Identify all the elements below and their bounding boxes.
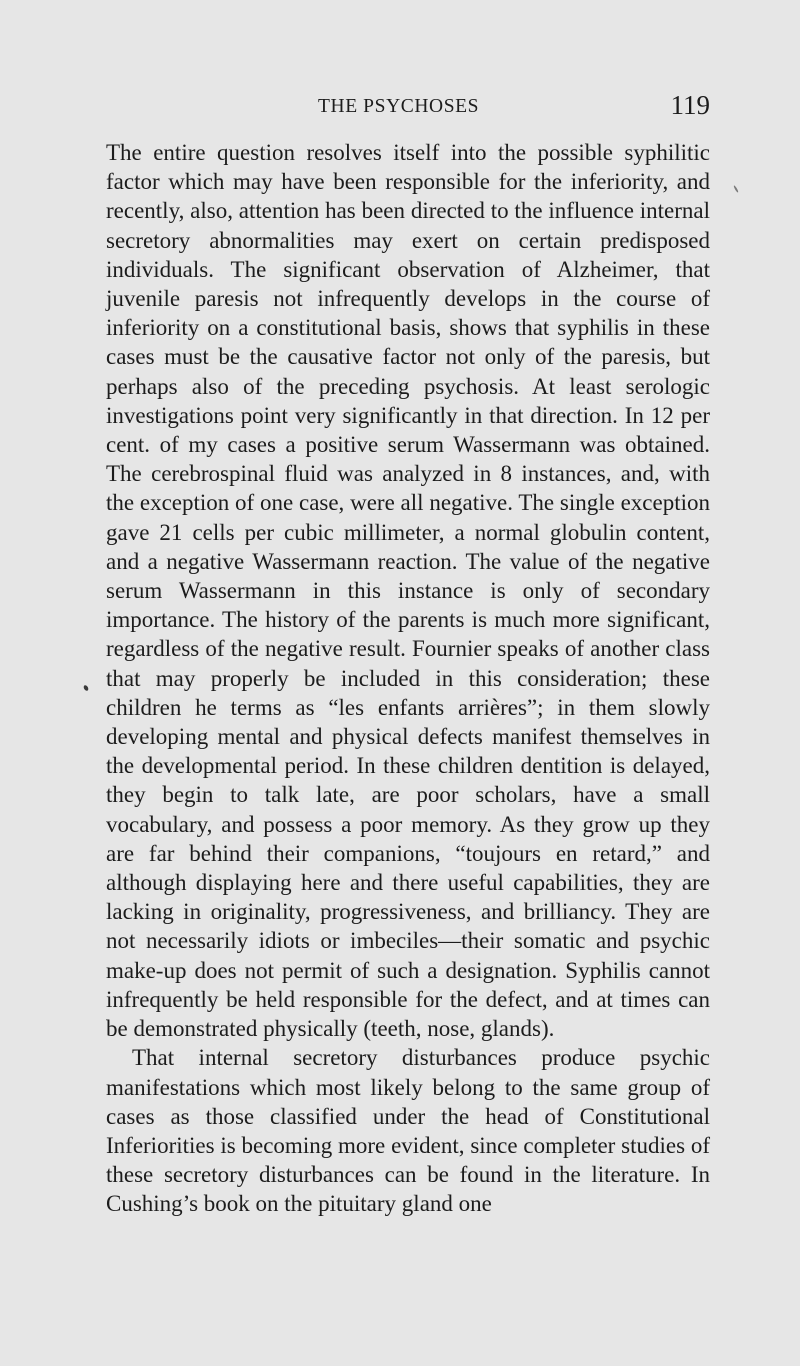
body-text [106, 138, 710, 1219]
running-header [106, 90, 710, 130]
paragraph-2: That internal secretory disturbances produce psychic manifestations which most likely belong to the same group of cases as those classified under the head of Constitutional Inferiorities is becoming more evident, since completer studies of these secretory disturbances can be found in the literature. In Cushing’s book on the pituitary gland one [106, 1045, 710, 1217]
running-head-title: THE PSYCHOSES [318, 96, 480, 117]
margin-dot-mark [83, 684, 89, 691]
paragraph-1: The entire question resolves itself into the possible syphilitic factor which may have been responsible for the inferiority, and recently, also, attention has been directed to the influence internal secretory abnormalities may exert on certain predisposed individuals. The significant observation of Alzheimer, that juvenile paresis not infrequently develops in the course of inferiority on a constitutional basis, shows that syphilis in these cases must be the causative factor not only of the paresis, but perhaps also of the preceding psychosis. At least serologic investigations point very significantly in that direction. In 12 per cent. of my cases a positive serum Wassermann was obtained. The cerebrospinal fluid was analyzed in 8 instances, and, with the exception of one case, were all negative. The single exception gave 21 cells per cubic millimeter, a normal globulin content, and a negative Wassermann reaction. The value of the negative serum Wassermann in this instance is only of secondary importance. The history of the parents is much more significant, regardless of the negative result. Fournier speaks of another class that may properly be included in this consideration; these children he terms as “les enfants arrières”; in them slowly developing mental and physical defects manifest themselves in the developmental period. In these children dentition is delayed, they begin to talk late, are poor scholars, have a small vocabulary, and possess a poor memory. As they grow up they are far behind their companions, “toujours en retard,” and although displaying here and there useful capabilities, they are lacking in originality, progressiveness, and brilliancy. They are not necessarily idiots or imbeciles—their somatic and psychic make-up does not permit of such a designation. Syphilis cannot infrequently be held responsible for the defect, and at times can be demonstrated physically (teeth, nose, glands). [106, 140, 710, 1042]
page-number: 119 [670, 90, 710, 120]
margin-tick-mark [733, 185, 739, 193]
